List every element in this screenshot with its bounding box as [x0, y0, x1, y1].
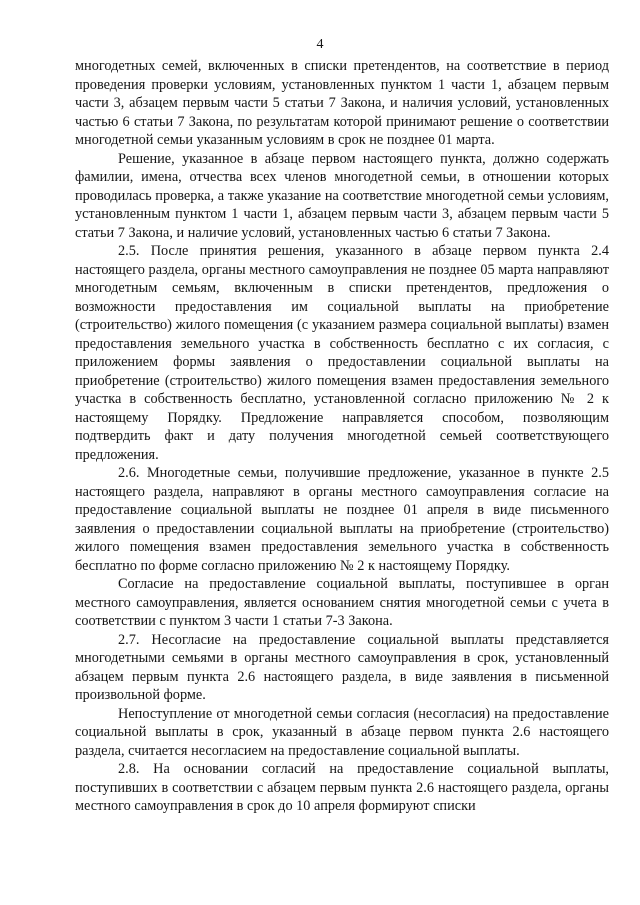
paragraph-2-5: 2.5. После принятия решения, указанного в абзаце первом пункта 2.4 настоящего раздела, органы местного самоуправления не позднее 05 марта направляют многодетным семьям, включенным в списки претендентов, предложения о возможности предоставления им социальной выплаты на приобретение (строительство) жилого помещения (с указанием размера социальной выплаты) взамен предоставления земельного участка в собственность бесплатно с их согласия, с приложением формы заявления о предоставлении социальной выплаты на приобретение (строительство) жилого помещения взамен предоставления земельного участка в собственность бесплатно, установленной согласно приложению № 2 к настоящему Порядку. Предложение направляется способом, позволяющим подтвердить факт и дату получения многодетной семьей соответствующего предложения. [75, 243, 609, 463]
page-number: 4 [316, 37, 324, 52]
paragraph-2-8: 2.8. На основании согласий на предоставление социальной выплаты, поступивших в соответствии с абзацем первым пункта 2.6 настоящего раздела, органы местного самоуправления в срок до 10 апреля формируют списки [75, 761, 609, 814]
paragraph-consent: Согласие на предоставление социальной выплаты, поступившее в орган местного самоуправления, является основанием снятия многодетной семьи с учета в соответствии с пунктом 3 части 1 статьи 7-3 Закона. [75, 576, 609, 629]
paragraph-2-6: 2.6. Многодетные семьи, получившие предложение, указанное в пункте 2.5 настоящего раздела, направляют в органы местного самоуправления согласие на предоставление социальной выплаты не позднее 01 апреля в виде письменного заявления о предоставлении социальной выплаты на приобретение (строительство) жилого помещения взамен предоставления земельного участка в собственность бесплатно по форме согласно приложению № 2 к настоящему Порядку. [75, 465, 609, 574]
paragraph-2-7: 2.7. Несогласие на предоставление социальной выплаты представляется многодетными семьями в органы местного самоуправления в срок, установленный абзацем первым пункта 2.6 настоящего раздела, в виде заявления в письменной произвольной форме. [75, 631, 609, 703]
document-body [75, 57, 609, 816]
paragraph-decision: Решение, указанное в абзаце первом настоящего пункта, должно содержать фамилии, имена, отчества всех членов многодетной семьи, в отношении которых проводилась проверка, а также указание на соответствие многодетной семьи условиям, установленным пунктом 1 части 1, абзацем первым части 3, абзацем первым части 5 статьи 7 Закона, и наличие условий, установленных частью 6 статьи 7 Закона. [75, 150, 609, 241]
paragraph-non-receipt: Непоступление от многодетной семьи согласия (несогласия) на предоставление социальной выплаты в срок, указанный в абзаце первом пункта 2.6 настоящего раздела, считается несогласием на предоставление социальной выплаты. [75, 705, 609, 759]
paragraph-continuation: многодетных семей, включенных в списки претендентов, на соответствие в период проведения проверки условиям, установленных пунктом 1 части 1, абзацем первым части 3, абзацем первым части 5 статьи 7 Закона, и наличия условий, установленных частью 6 статьи 7 Закона, по результатам которой принимают решение о соответствии многодетной семьи указанным условиям в срок не позднее 01 марта. [75, 58, 609, 148]
